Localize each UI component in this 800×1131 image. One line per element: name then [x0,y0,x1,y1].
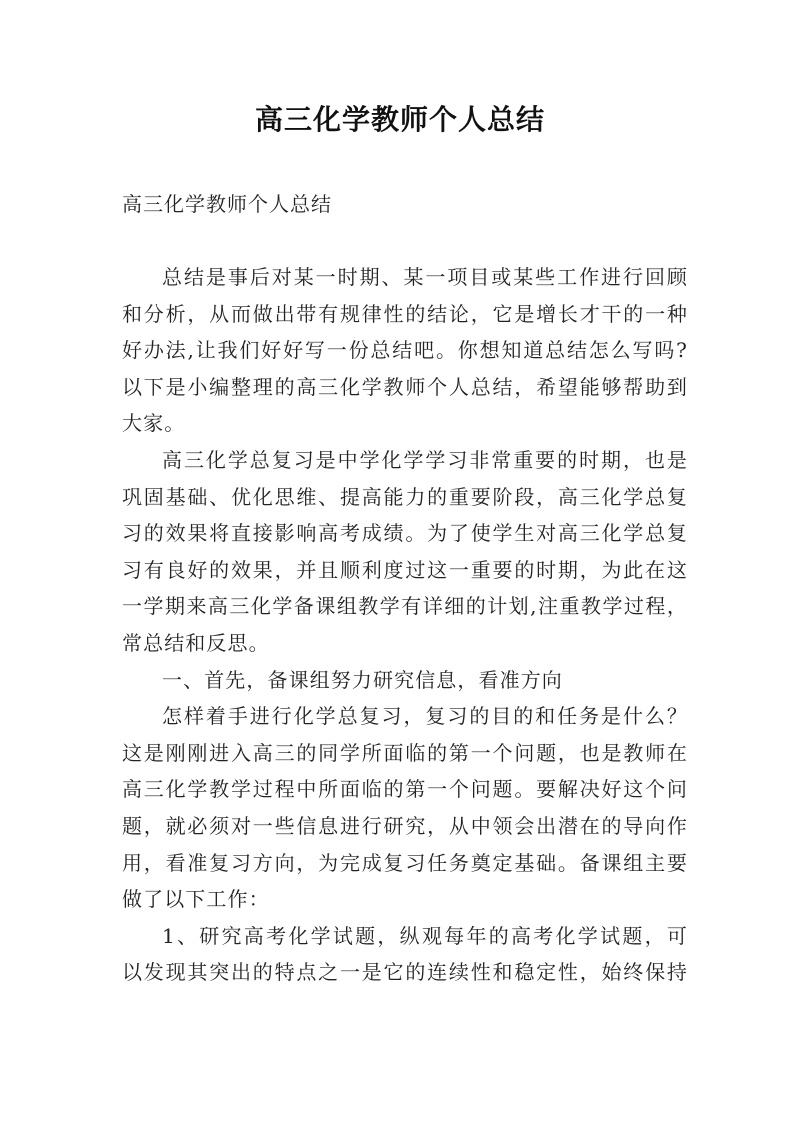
page-title: 高三化学教师个人总结 [254,103,545,136]
text-line: 题，就必须对一些信息进行研究，从中领会出潜在的导向作 [122,813,688,838]
text-line: 一学期来高三化学备课组教学有详细的计划,注重教学过程， [122,594,688,619]
text-line: 这是刚刚进入高三的同学所面临的第一个问题，也是教师在 [122,740,688,765]
text-line: 做了以下工作： [122,887,270,912]
text-line: 和分析，从而做出带有规律性的结论，它是增长才干的一种 [122,301,688,326]
body-text [122,259,688,991]
text-line: 习有良好的效果，并且顺利度过这一重要的时期，为此在这 [122,557,688,582]
text-line: 以下是小编整理的高三化学教师个人总结，希望能够帮助到 [122,374,688,399]
text-line: 用，看准复习方向，为完成复习任务奠定基础。备课组主要 [122,850,688,875]
paragraph [122,698,688,918]
text-line: 习的效果将直接影响高考成绩。为了使学生对高三化学总复 [122,521,688,546]
section-heading [122,662,688,699]
text-line: 巩固基础、优化思维、提高能力的重要阶段，高三化学总复 [122,484,688,509]
text-line: 一、首先，备课组努力研究信息，看准方向 [162,667,563,692]
text-line: 以发现其突出的特点之一是它的连续性和稳定性，始终保持 [122,960,688,985]
text-line: 1、研究高考化学试题，纵观每年的高考化学试题，可 [162,923,688,948]
text-line: 大家。 [122,411,186,436]
text-line: 怎样着手进行化学总复习，复习的目的和任务是什么？ [162,704,688,729]
text-line: 好办法,让我们好好写一份总结吧。你想知道总结怎么写吗? [122,338,688,363]
text-line: 总结是事后对某一时期、某一项目或某些工作进行回顾 [162,265,688,289]
text-line: 高三化学教学过程中所面临的第一个问题。要解决好这个问 [122,777,688,802]
paragraph [122,442,688,662]
text-line: 常总结和反思。 [122,630,270,655]
paragraph [122,259,688,442]
text-line: 高三化学总复习是中学化学学习非常重要的时期，也是 [162,447,688,472]
paragraph [122,918,688,991]
document-subtitle: 高三化学教师个人总结 [122,192,332,216]
